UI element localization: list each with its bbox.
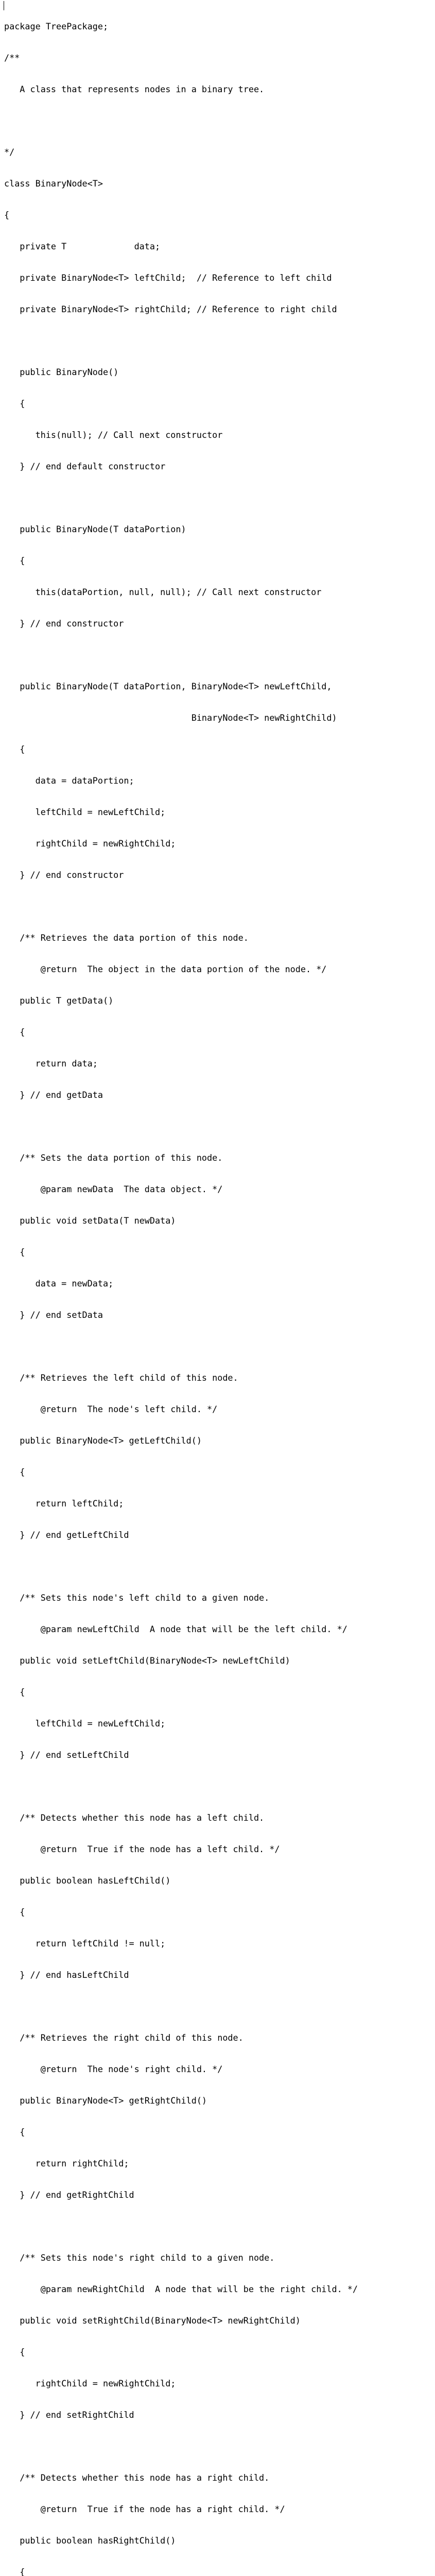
code-line[interactable]: public BinaryNode() [4, 367, 119, 377]
code-line[interactable]: } // end getRightChild [4, 2190, 134, 2200]
code-line[interactable]: /** [4, 53, 20, 63]
code-line[interactable]: */ [4, 147, 15, 157]
code-line[interactable]: /** Sets this node's left child to a given node. [4, 1592, 270, 1603]
code-line[interactable]: A class that represents nodes in a binary tree. [4, 84, 265, 94]
code-line[interactable] [4, 493, 358, 503]
code-line[interactable] [4, 115, 358, 126]
code-line[interactable]: } // end setLeftChild [4, 1750, 129, 1760]
code-line[interactable]: class BinaryNode<T> [4, 178, 103, 189]
code-line[interactable] [4, 2001, 358, 2012]
code-line[interactable]: } // end hasLeftChild [4, 1970, 129, 1980]
code-line[interactable] [4, 2441, 358, 2452]
code-line[interactable]: public boolean hasLeftChild() [4, 1875, 171, 1886]
code-line[interactable]: /** Retrieves the left child of this node. [4, 1372, 238, 1383]
code-line[interactable]: { [4, 1687, 25, 1697]
code-line[interactable]: private T data; [4, 241, 161, 251]
code-line[interactable]: return leftChild != null; [4, 1938, 166, 1948]
code-line[interactable]: } // end constructor [4, 618, 124, 629]
code-line[interactable]: public T getData() [4, 995, 114, 1006]
code-line[interactable]: rightChild = newRightChild; [4, 838, 176, 849]
code-line[interactable]: { [4, 1247, 25, 1257]
code-line[interactable] [4, 1341, 358, 1352]
code-line[interactable]: this(dataPortion, null, null); // Call next constructor [4, 587, 322, 597]
code-line[interactable]: /** Detects whether this node has a right child. [4, 2472, 270, 2483]
code-line[interactable]: } // end getData [4, 1090, 103, 1100]
code-line[interactable]: } // end default constructor [4, 461, 166, 471]
code-line[interactable]: /** Sets the data portion of this node. [4, 1153, 223, 1163]
code-line[interactable]: /** Retrieves the data portion of this node. [4, 933, 249, 943]
code-line[interactable]: } // end setData [4, 1310, 103, 1320]
code-line[interactable]: return rightChild; [4, 2158, 129, 2168]
code-line[interactable]: { [4, 2347, 25, 2357]
code-line[interactable]: private BinaryNode<T> rightChild; // Reference to right child [4, 304, 337, 314]
code-line[interactable]: @return The node's left child. */ [4, 1404, 218, 1414]
code-line[interactable]: { [4, 1467, 25, 1477]
code-line[interactable]: /** Detects whether this node has a left child. [4, 1812, 265, 1823]
code-line[interactable]: { [4, 2567, 25, 2576]
code-line[interactable] [4, 1561, 358, 1572]
code-line[interactable]: @param newRightChild A node that will be the right child. */ [4, 2284, 358, 2294]
code-line[interactable]: } // end setRightChild [4, 2410, 134, 2420]
code-line[interactable]: package TreePackage; [4, 21, 109, 31]
code-line[interactable]: leftChild = newLeftChild; [4, 1718, 166, 1728]
code-line[interactable]: { [4, 210, 10, 220]
code-line[interactable]: return leftChild; [4, 1498, 124, 1509]
code-line[interactable]: /** Retrieves the right child of this node. [4, 2032, 243, 2043]
code-line[interactable]: public BinaryNode(T dataPortion, BinaryNode<T> newLeftChild, [4, 681, 332, 691]
code-line[interactable]: } // end constructor [4, 870, 124, 880]
code-line[interactable]: { [4, 398, 25, 409]
code-line[interactable]: @param newLeftChild A node that will be the left child. */ [4, 1624, 347, 1634]
code-line[interactable]: @return True if the node has a left child. */ [4, 1844, 280, 1854]
code-line[interactable] [4, 335, 358, 346]
code-line[interactable] [4, 650, 358, 660]
code-line[interactable]: { [4, 1907, 25, 1917]
code-line[interactable]: data = dataPortion; [4, 775, 134, 786]
code-line[interactable]: public BinaryNode<T> getRightChild() [4, 2095, 207, 2106]
code-line[interactable]: public void setData(T newData) [4, 1215, 176, 1226]
code-line[interactable]: rightChild = newRightChild; [4, 2378, 176, 2388]
code-text-area[interactable] [4, 1, 358, 2576]
code-line[interactable] [4, 1121, 358, 1132]
code-line[interactable]: data = newData; [4, 1278, 114, 1289]
code-line[interactable] [4, 901, 358, 912]
code-line[interactable]: private BinaryNode<T> leftChild; // Reference to left child [4, 273, 332, 283]
code-line[interactable]: @return True if the node has a right child. */ [4, 2504, 285, 2514]
code-line[interactable]: @param newData The data object. */ [4, 1184, 223, 1194]
code-line[interactable]: public BinaryNode<T> getLeftChild() [4, 1435, 202, 1446]
code-line[interactable]: { [4, 2127, 25, 2137]
code-line[interactable]: { [4, 744, 25, 754]
code-line[interactable]: public void setLeftChild(BinaryNode<T> newLeftChild) [4, 1655, 290, 1666]
code-line[interactable]: @return The object in the data portion of the node. */ [4, 964, 327, 974]
code-line[interactable]: leftChild = newLeftChild; [4, 807, 166, 817]
code-line[interactable]: { [4, 555, 25, 566]
code-line[interactable]: return data; [4, 1058, 98, 1069]
code-line[interactable]: } // end getLeftChild [4, 1530, 129, 1540]
code-line[interactable] [4, 2221, 358, 2232]
code-line[interactable]: /** Sets this node's right child to a given node. [4, 2252, 275, 2263]
code-line[interactable]: { [4, 1027, 25, 1037]
code-line[interactable] [4, 1781, 358, 1792]
code-line[interactable]: this(null); // Call next constructor [4, 430, 223, 440]
code-line[interactable]: public void setRightChild(BinaryNode<T> newRightChild) [4, 2315, 301, 2326]
code-line[interactable]: public BinaryNode(T dataPortion) [4, 524, 186, 534]
code-line[interactable]: @return The node's right child. */ [4, 2064, 223, 2074]
code-line[interactable]: BinaryNode<T> newRightChild) [4, 713, 337, 723]
code-line[interactable]: public boolean hasRightChild() [4, 2535, 176, 2546]
